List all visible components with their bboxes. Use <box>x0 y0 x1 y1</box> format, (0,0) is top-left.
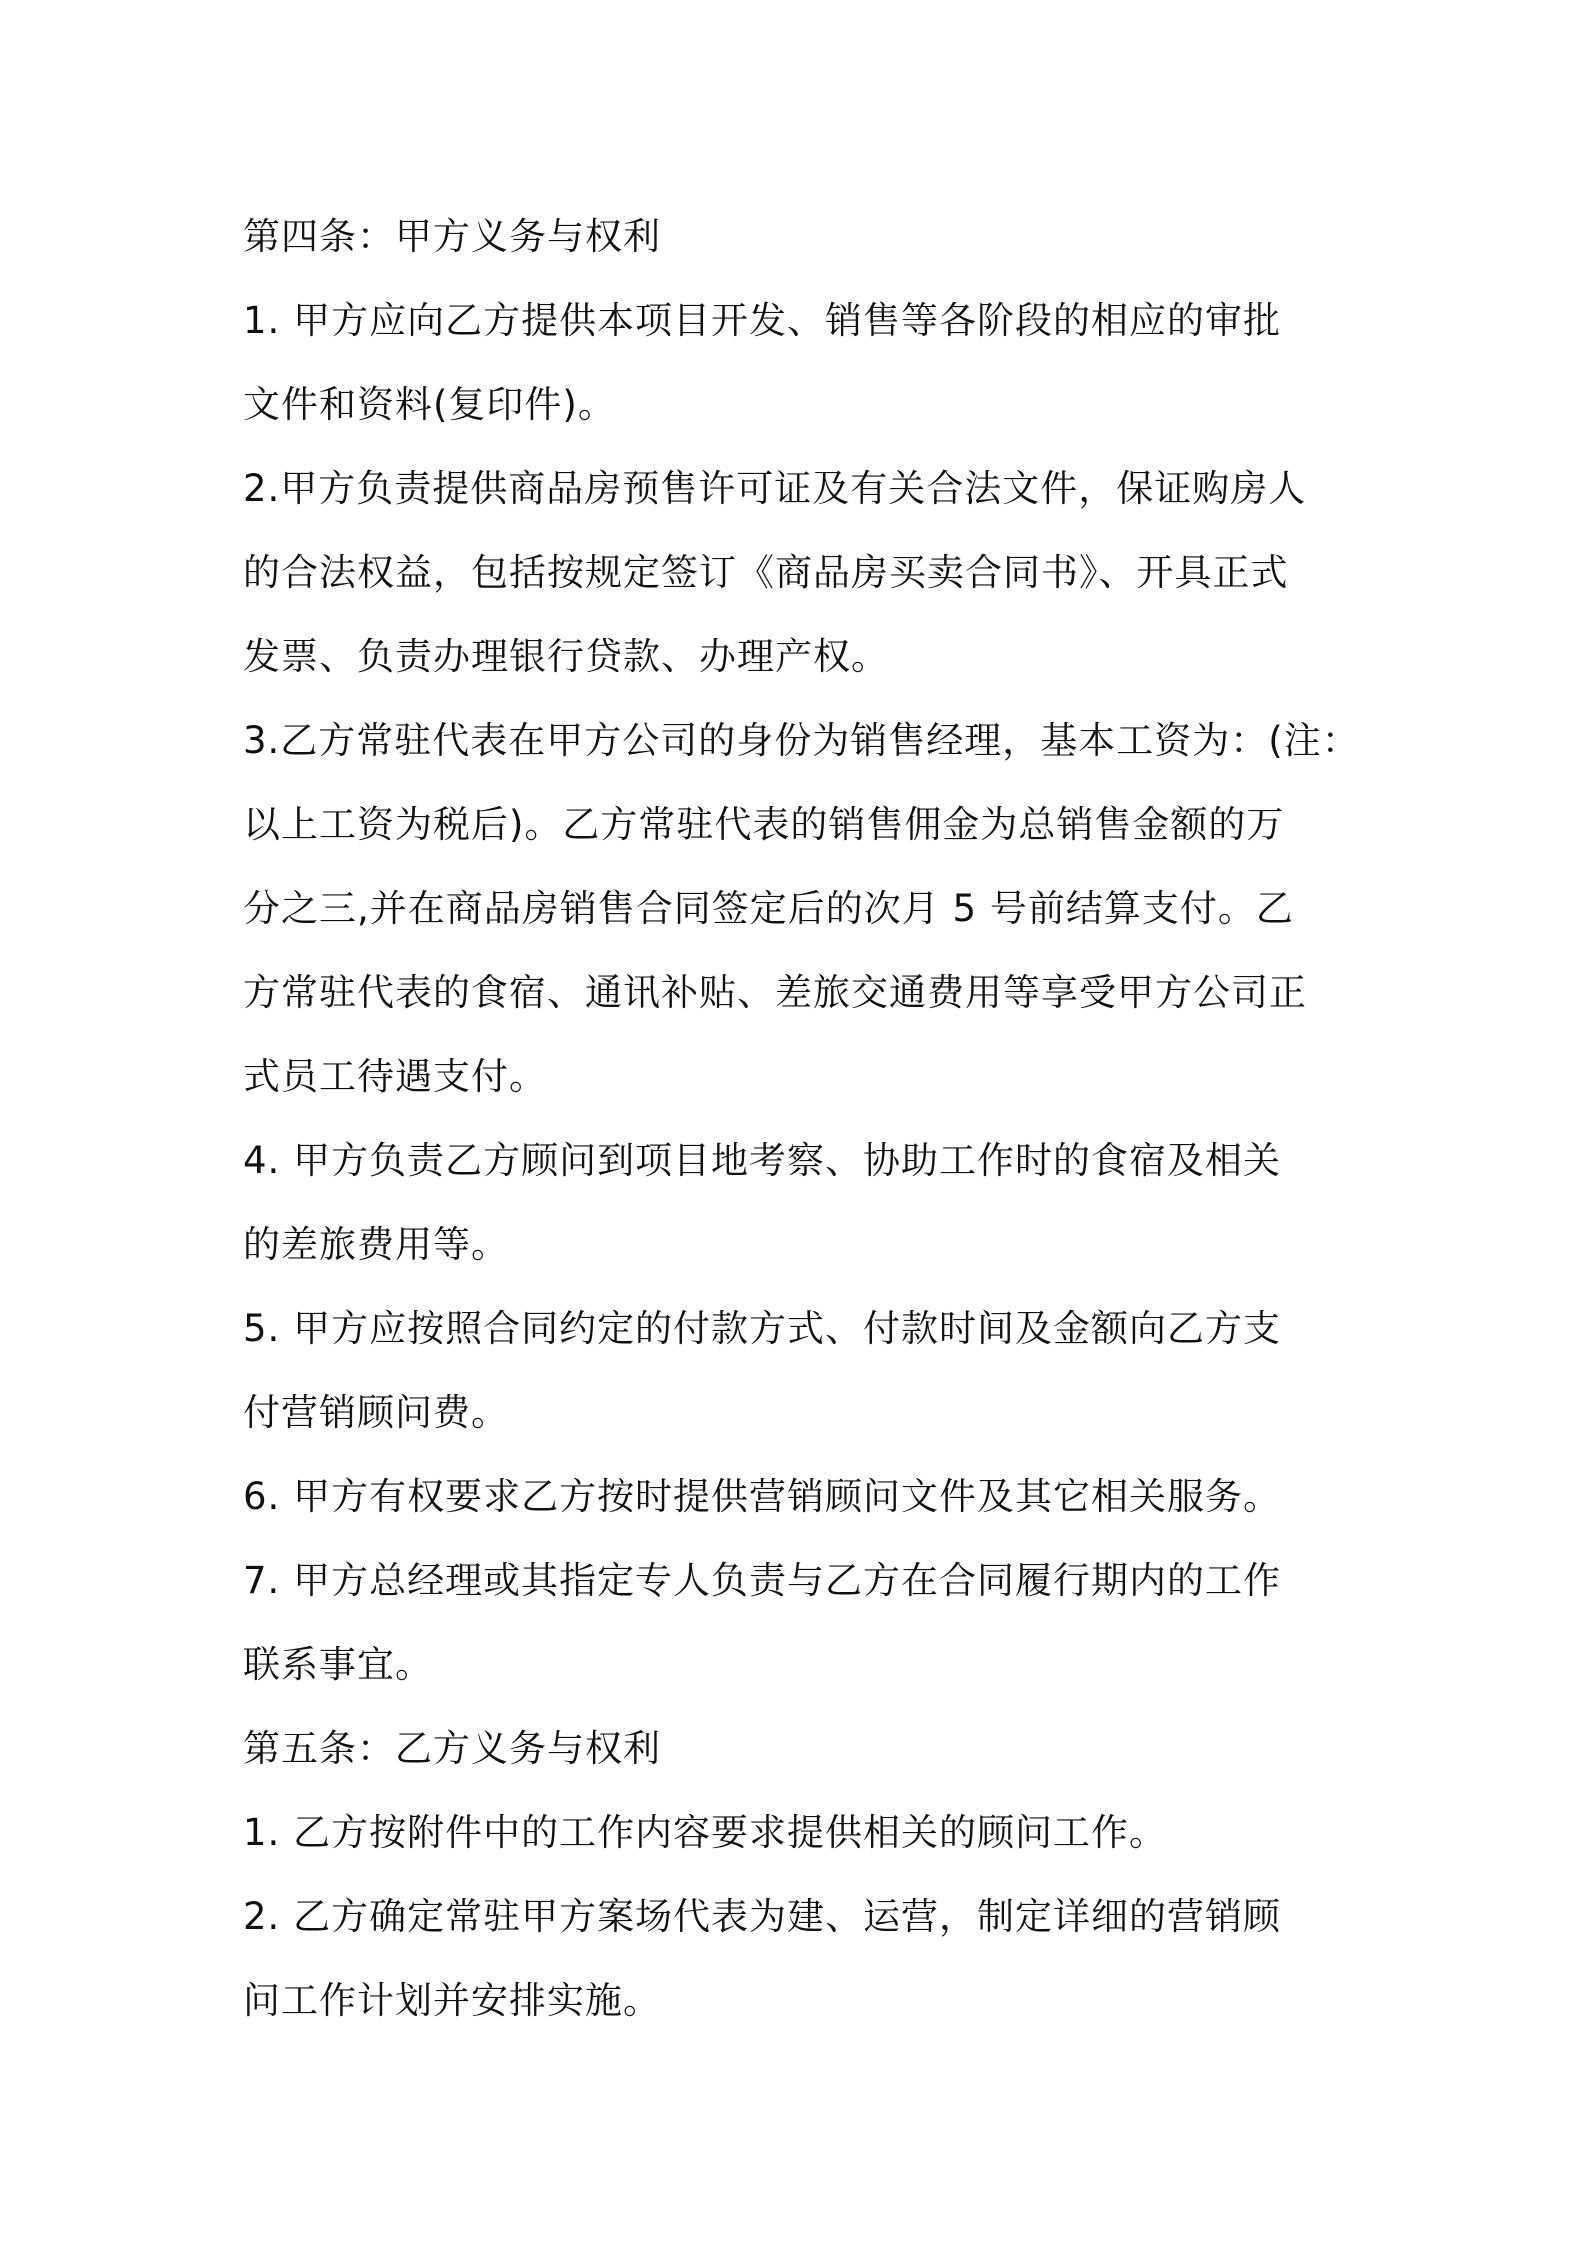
paragraph-line: 7. 甲方总经理或其指定专人负责与乙方在合同履行期内的工作 <box>243 1559 1282 1602</box>
paragraph-line: 6. 甲方有权要求乙方按时提供营销顾问文件及其它相关服务。 <box>243 1475 1282 1518</box>
paragraph-line: 联系事宜。 <box>243 1643 433 1686</box>
paragraph-line: 式员工待遇支付。 <box>243 1055 547 1098</box>
article-4-heading: 第四条：甲方义务与权利 <box>243 215 661 258</box>
paragraph-line: 发票、负责办理银行贷款、办理产权。 <box>243 635 889 678</box>
document-body <box>243 195 1368 2043</box>
paragraph-line: 付营销顾问费。 <box>243 1391 509 1434</box>
paragraph-line: 分之三,并在商品房销售合同签定后的次月 5 号前结算支付。乙 <box>243 887 1294 930</box>
paragraph-line: 问工作计划并安排实施。 <box>243 1979 661 2022</box>
paragraph-line: 以上工资为税后)。乙方常驻代表的销售佣金为总销售金额的万 <box>243 803 1285 846</box>
paragraph-line: 4. 甲方负责乙方顾问到项目地考察、协助工作时的食宿及相关 <box>243 1139 1282 1182</box>
paragraph-line: 1. 乙方按附件中的工作内容要求提供相关的顾问工作。 <box>243 1811 1168 1854</box>
paragraph-line: 的差旅费用等。 <box>243 1223 509 1266</box>
paragraph-line: 的合法权益，包括按规定签订《商品房买卖合同书》、开具正式 <box>243 551 1289 594</box>
paragraph-line: 5. 甲方应按照合同约定的付款方式、付款时间及金额向乙方支 <box>243 1307 1282 1350</box>
paragraph-line: 1. 甲方应向乙方提供本项目开发、销售等各阶段的相应的审批 <box>243 299 1282 342</box>
paragraph-line: 2.甲方负责提供商品房预售许可证及有关合法文件，保证购房人 <box>243 467 1307 510</box>
paragraph-line: 2. 乙方确定常驻甲方案场代表为建、运营，制定详细的营销顾 <box>243 1895 1282 1938</box>
paragraph-line: 3.乙方常驻代表在甲方公司的身份为销售经理，基本工资为：(注： <box>243 719 1360 762</box>
article-5-heading: 第五条：乙方义务与权利 <box>243 1727 661 1770</box>
paragraph-line: 文件和资料(复印件)。 <box>243 383 616 426</box>
paragraph-line: 方常驻代表的食宿、通讯补贴、差旅交通费用等享受甲方公司正 <box>243 971 1307 1014</box>
